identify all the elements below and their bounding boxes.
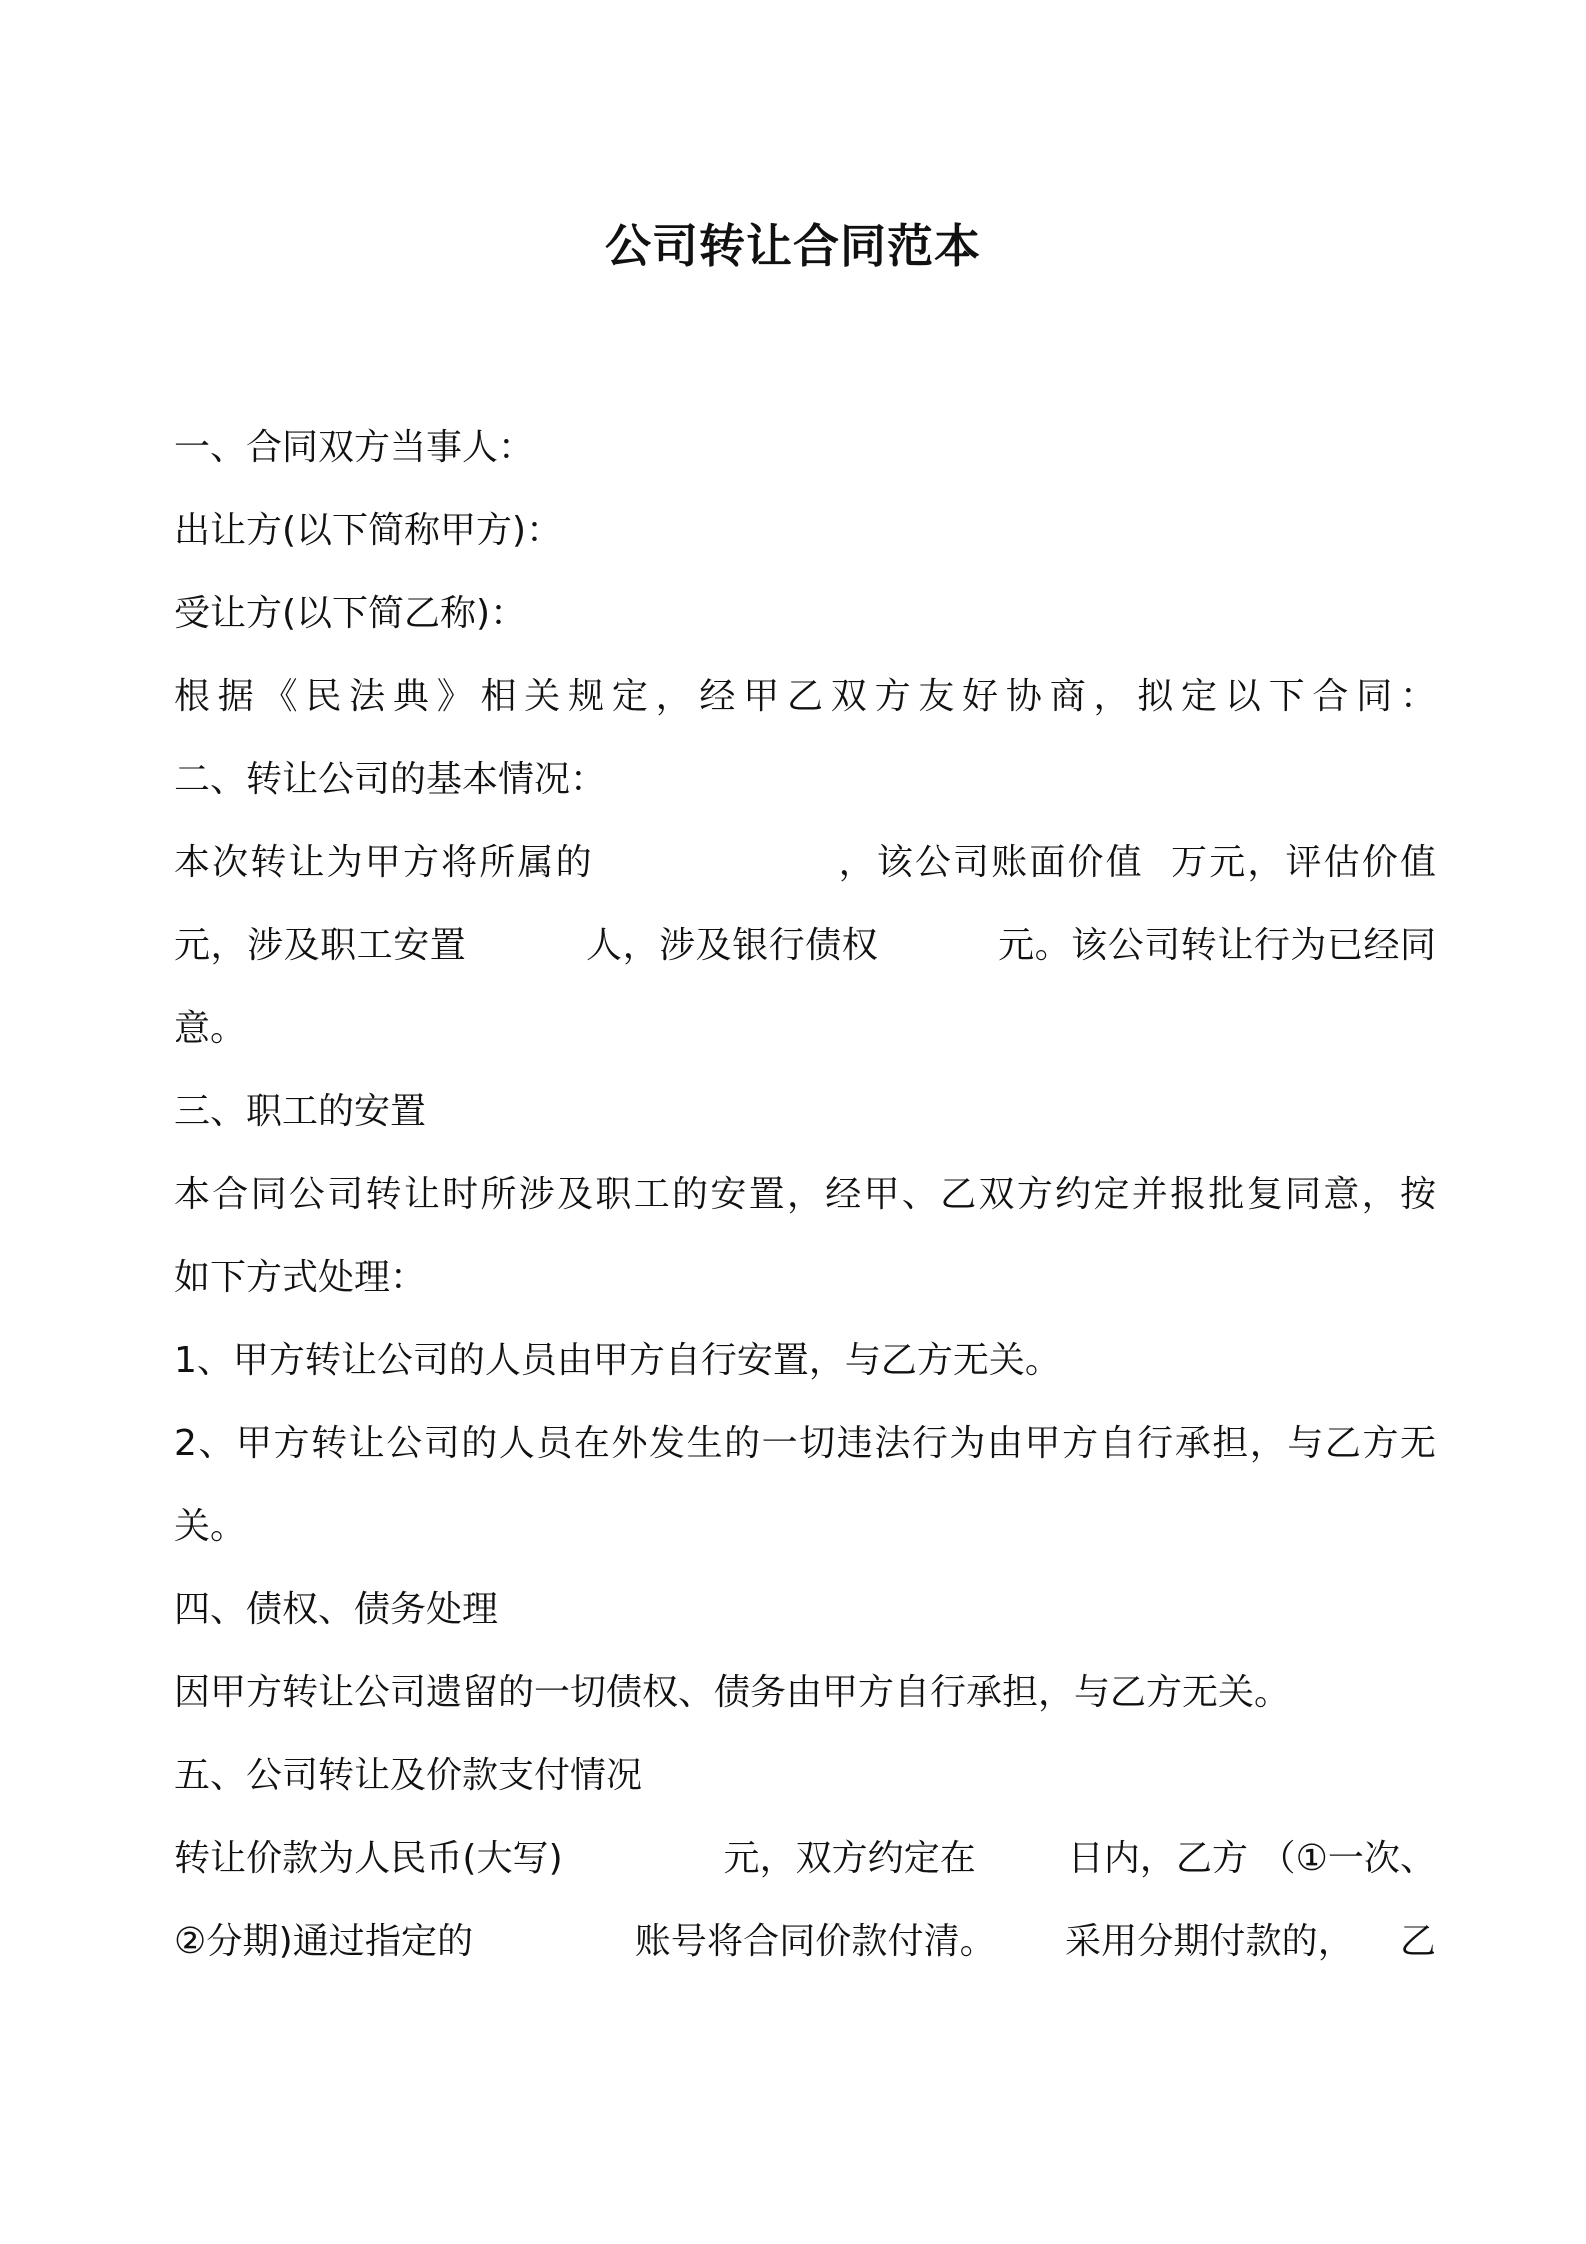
section-heading-payment: 五、公司转让及价款支付情况 xyxy=(174,1755,643,1796)
paragraph-staff-line-2: 如下方式处理： xyxy=(174,1257,427,1298)
paragraph-payment-line-1: 转让价款为人民币(大写) 元，双方约定在 日内，乙方 （①一次、 xyxy=(174,1838,1436,1879)
list-item-staff-2-line-2: 关。 xyxy=(174,1506,247,1547)
paragraph-company-info-line-3: 意。 xyxy=(174,1008,247,1049)
section-heading-debts: 四、债权、债务处理 xyxy=(174,1589,499,1630)
document-body xyxy=(174,406,1436,1983)
paragraph-company-info-line-2: 元，涉及职工安置 人，涉及银行债权 元。该公司转让行为已经同 xyxy=(174,925,1436,966)
document-title: 公司转让合同范本 xyxy=(605,219,981,273)
field-transferor: 出让方(以下简称甲方)： xyxy=(174,510,563,551)
paragraph-debts: 因甲方转让公司遗留的一切债权、债务由甲方自行承担，与乙方无关。 xyxy=(174,1672,1291,1713)
section-heading-company-info: 二、转让公司的基本情况： xyxy=(174,759,607,800)
section-heading-parties: 一、合同双方当事人： xyxy=(174,427,535,468)
paragraph-preamble: 根据《民法典》相关规定，经甲乙双方友好协商，拟定以下合同： xyxy=(174,676,1436,717)
paragraph-staff-line-1: 本合同公司转让时所涉及职工的安置，经甲、乙双方约定并报批复同意，按 xyxy=(174,1174,1436,1215)
section-heading-staff: 三、职工的安置 xyxy=(174,1091,427,1132)
list-item-staff-2-line-1: 2、甲方转让公司的人员在外发生的一切违法行为由甲方自行承担，与乙方无 xyxy=(174,1423,1436,1464)
field-transferee: 受让方(以下简乙称)： xyxy=(174,593,527,634)
paragraph-payment-line-2: ②分期)通过指定的 账号将合同价款付清。 采用分期付款的， 乙 xyxy=(174,1921,1436,1962)
list-item-staff-1: 1、甲方转让公司的人员由甲方自行安置，与乙方无关。 xyxy=(174,1340,1061,1381)
paragraph-company-info-line-1: 本次转让为甲方将所属的 ，该公司账面价值 万元，评估价值 xyxy=(174,842,1436,883)
